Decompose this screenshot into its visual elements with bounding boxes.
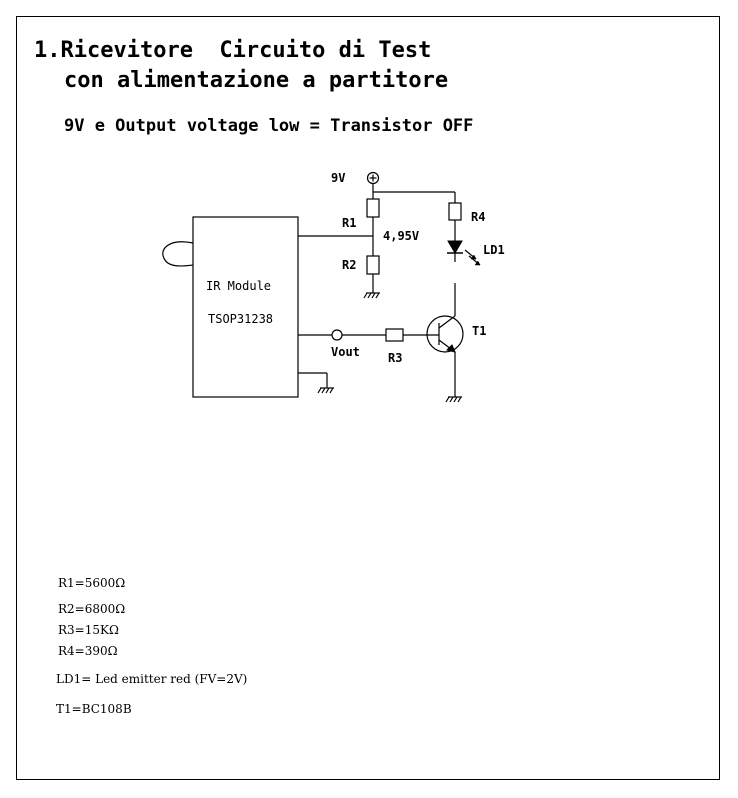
transistor-t1-icon [427, 316, 463, 352]
component-item: R4=390Ω [58, 644, 118, 658]
component-item: LD1= Led emitter red (FV=2V) [56, 672, 248, 686]
vout-label: Vout [331, 345, 360, 359]
r3-label: R3 [388, 351, 403, 365]
title-line-2: con alimentazione a partitore [64, 68, 449, 93]
sensor-loop [163, 242, 193, 266]
component-item: R1=5600Ω [58, 576, 126, 590]
module-name: IR Module [206, 279, 272, 293]
led-label: LD1 [483, 243, 505, 257]
ground-icon [446, 397, 462, 402]
emitter-arrow-icon [447, 345, 455, 352]
resistor-r3 [386, 329, 403, 341]
module-part-number: TSOP31238 [208, 312, 274, 326]
divider-voltage-label: 4,95V [383, 229, 420, 243]
r2-label: R2 [342, 258, 357, 272]
title-line-1: 1.Ricevitore Circuito di Test [34, 38, 432, 63]
ground-icon [364, 293, 380, 298]
r4-label: R4 [471, 210, 486, 224]
supply-terminal-icon [368, 173, 379, 184]
component-list [56, 576, 247, 716]
component-item: R3=15KΩ [58, 623, 119, 637]
resistor-r4 [449, 203, 461, 220]
supply-label: 9V [331, 171, 346, 185]
component-item: R2=6800Ω [58, 602, 126, 616]
transistor-label: T1 [472, 324, 487, 338]
component-item: T1=BC108B [56, 702, 132, 716]
led-diode-icon [448, 241, 462, 253]
vout-terminal-icon [332, 330, 342, 340]
ground-icon [318, 388, 334, 393]
subtitle: 9V e Output voltage low = Transistor OFF [64, 116, 474, 136]
resistor-r1 [367, 199, 379, 217]
ir-module-box [193, 217, 298, 397]
resistor-r2 [367, 256, 379, 274]
r1-label: R1 [342, 216, 357, 230]
